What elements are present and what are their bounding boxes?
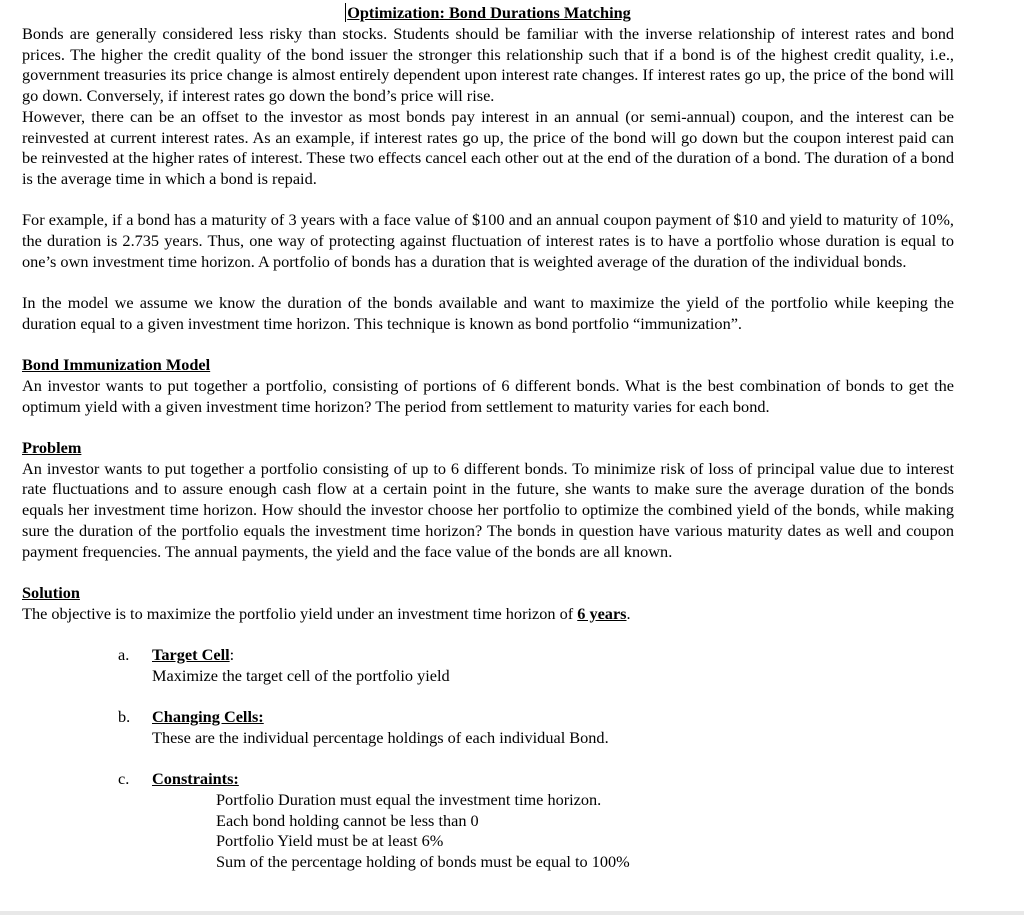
target-cell-text: Maximize the target cell of the portfolio yield: [152, 665, 450, 685]
intro-paragraph-2: However, there can be an offset to the investor as most bonds pay interest in an annual (or semi-annual) coupon, and the interest can be reinvested at current interest rates. As an example, if interest rates go up, the price of the bond will go down but the coupon interest paid can be reinvested at the higher rates of interest. These two effects cancel each other out at the end of the duration of a bond. The duration of a bond is the average time in which a bond is repaid.: [22, 106, 954, 188]
target-cell-label: Target Cell: [152, 645, 230, 664]
changing-cells-label: Changing Cells:: [152, 707, 264, 727]
changing-cells-text: These are the individual percentage holdings of each individual Bond.: [152, 727, 609, 747]
page-bottom-edge: [0, 911, 1024, 915]
list-item-constraints: [22, 769, 954, 790]
list-item-changing-cells: [22, 707, 954, 748]
intro-paragraph-3: For example, if a bond has a maturity of 3 years with a face value of $100 and an annual coupon payment of $10 and yield to maturity of 10%, the duration is 2.735 years. Thus, one way of protecting against fluctuation of interest rates is to have a portfolio whose duration is equal to one’s own investment time horizon. A portfolio of bonds has a duration that is weighted average of the duration of the individual bonds.: [22, 210, 954, 271]
solution-steps-list: [22, 645, 954, 873]
document-page: [22, 0, 954, 873]
constraint-item: Portfolio Yield must be at least 6%: [216, 831, 444, 851]
solution-paragraph: [22, 604, 954, 625]
page-title-text: Optimization: Bond Durations Matching: [347, 3, 631, 22]
intro-paragraph-4: In the model we assume we know the duration of the bonds available and want to maximize the yield of the portfolio while keeping the duration equal to a given investment time horizon. This technique is known as bond portfolio “immunization”.: [22, 293, 954, 333]
constraints-label: Constraints:: [152, 769, 239, 789]
constraint-item: Portfolio Duration must equal the investment time horizon.: [216, 789, 602, 809]
constraint-item: Each bond holding cannot be less than 0: [216, 810, 479, 830]
target-cell-label-suffix: :: [229, 645, 235, 664]
constraints-list: [22, 790, 954, 873]
solution-text: The objective is to maximize the portfolio yield under an investment time horizon of: [22, 603, 578, 623]
problem-paragraph: An investor wants to put together a portfolio consisting of up to 6 different bonds. To minimize risk of loss of principal value due to interest rate fluctuations and to assure enough cash flow at a certain point in the future, she wants to make sure the average duration of the bonds equals her investment time horizon. How should the investor choose her portfolio to optimize the combined yield of the bonds, while making sure the duration of the portfolio equals the investment time horizon? The bonds in question have various maturity dates as well and coupon payment frequencies. The annual payments, the yield and the face value of the bonds are all known.: [22, 458, 954, 561]
constraint-item: Sum of the percentage holding of bonds must be equal to 100%: [216, 852, 630, 871]
list-item-target-cell: [22, 645, 954, 686]
model-paragraph: An investor wants to put together a portfolio, consisting of portions of 6 different bonds. What is the best combination of bonds to get the optimum yield with a given investment time horizon? The period from settlement to maturity varies for each bond.: [22, 375, 954, 416]
solution-text-end: .: [626, 603, 631, 623]
list-marker: c.: [118, 769, 130, 789]
solution-heading: Solution: [22, 582, 80, 602]
intro-paragraph-1: Bonds are generally considered less risky than stocks. Students should be familiar with the inverse relationship of interest rates and bond prices. The higher the credit quality of the bond issuer the stronger this relationship such that if a bond is of the highest credit quality, i.e., government treasuries its price change is almost entirely dependent upon interest rate changes. If interest rates go up, the price of the bond will go down. Conversely, if interest rates go down the bond’s price will rise.: [22, 24, 954, 106]
problem-heading: Problem: [22, 438, 82, 457]
list-marker: b.: [118, 707, 131, 727]
time-horizon-value: 6 years: [577, 603, 627, 623]
list-marker: a.: [118, 645, 130, 664]
model-heading: Bond Immunization Model: [22, 355, 211, 375]
page-title: [22, 3, 954, 24]
